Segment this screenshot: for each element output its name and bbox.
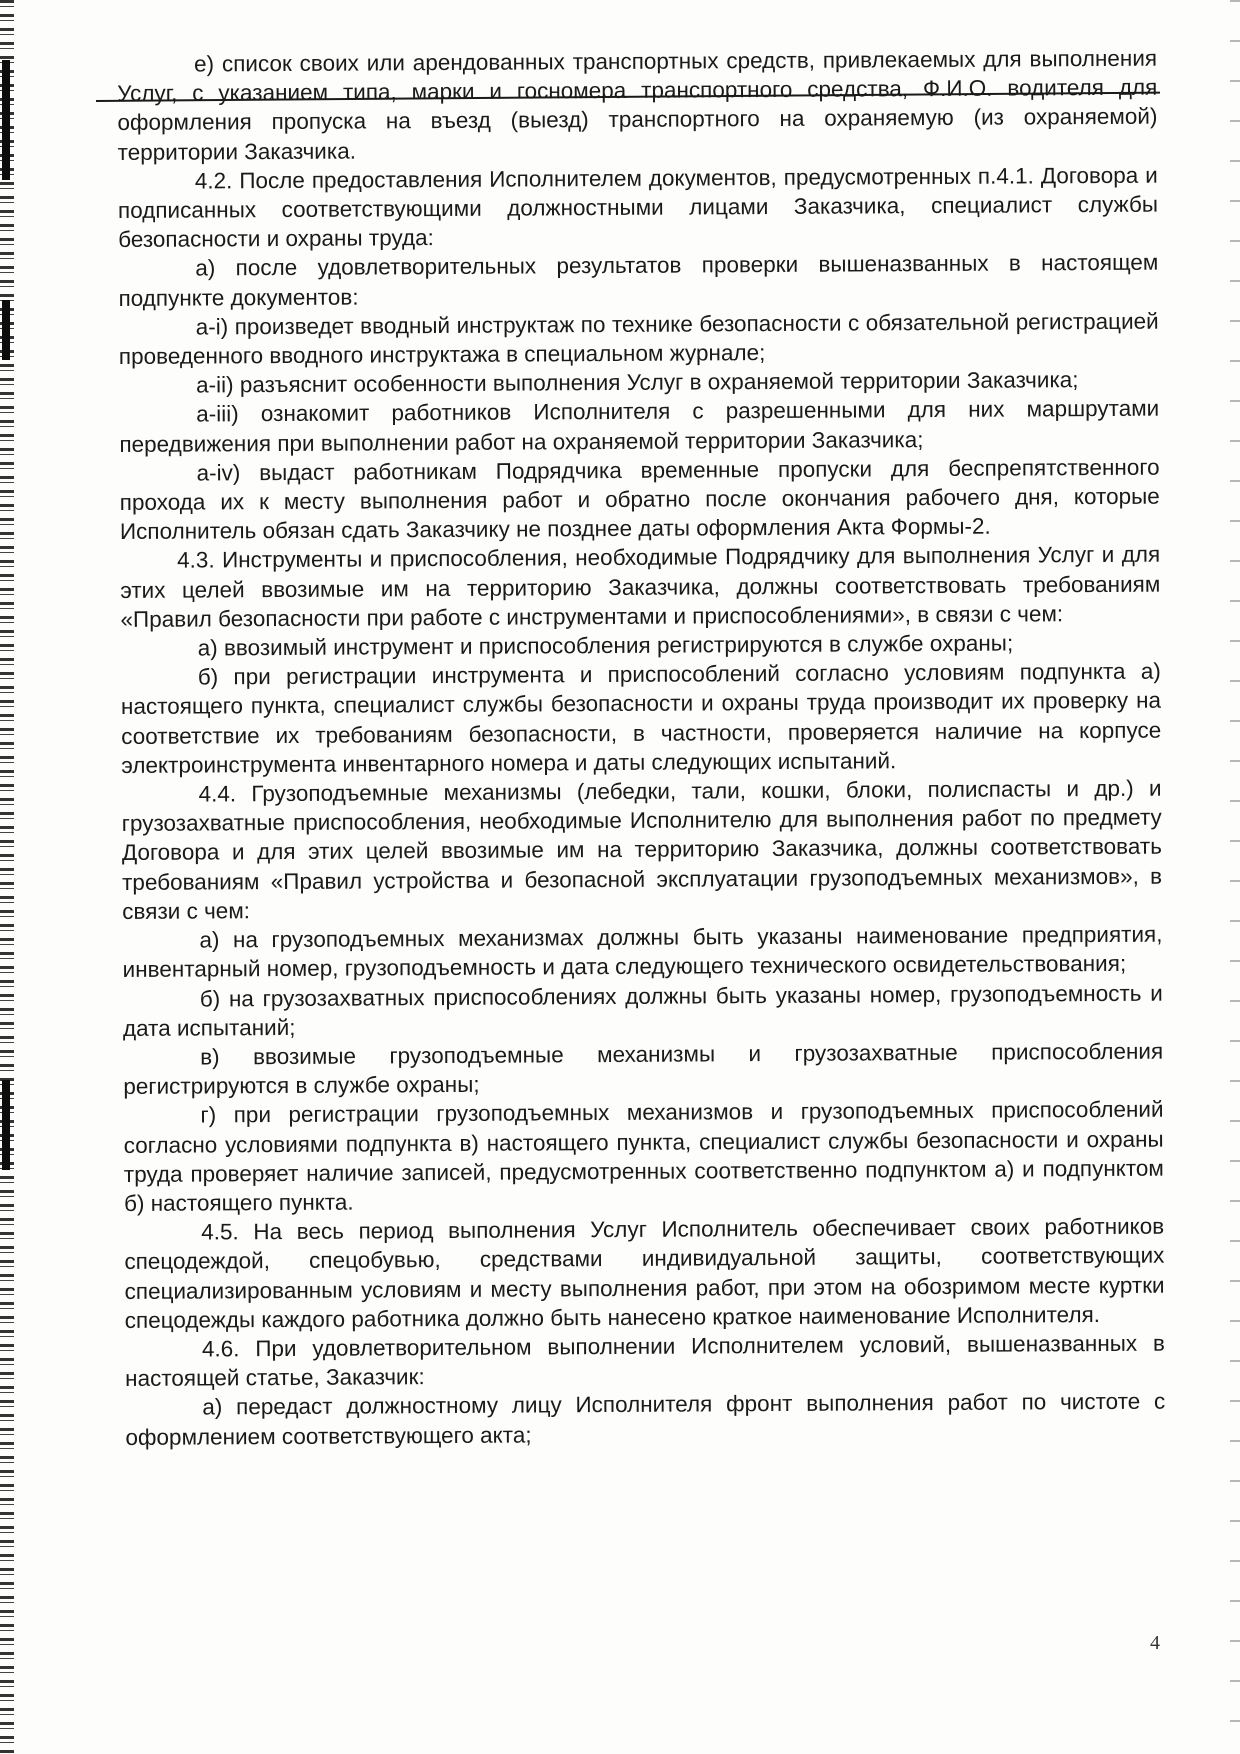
paragraph-4-2-a-iii: а-iii) ознакомит работников Исполнителя с разрешенными для них маршрутами передвижения при выполнении работ на охраняемой территории Заказчика;: [119, 396, 1160, 457]
paragraph-4-4-b: б) на грузозахватных приспособлениях должны быть указаны номер, грузоподъемность и дата испытаний;: [122, 980, 1163, 1041]
paragraph-4-3-b: б) при регистрации инструмента и приспособлений согласно условиям подпункта а) настоящего пункта, специалист службы безопасности и охраны труда производит их проверку на соответствие их требованиям безопасности, в частности, проверяется наличие на корпусе электроинструмента инвентарного номера и даты следующих испытаний.: [120, 658, 1162, 778]
paragraph-4-6-a: а) передаст должностному лицу Исполнителя фронт выполнения работ по чистоте с оформлением соответствующего акта;: [125, 1388, 1166, 1450]
document-body: [117, 44, 1166, 1452]
paragraph-4-5: 4.5. На весь период выполнения Услуг Исполнитель обеспечивает своих работников спецодеждой, спецобувью, средствами индивидуальной защиты, соответствующих специализированным условиям и месту выполнения работ, при этом на обозримом месте куртки спецодежды каждого работника должно быть нанесено краткое наименование Исполнителя.: [124, 1213, 1165, 1333]
scan-edge-left: [0, 0, 14, 1754]
scan-edge-right: [1230, 0, 1240, 1754]
scan-edge-band: [2, 60, 10, 180]
scan-edge-band: [2, 1080, 10, 1170]
paragraph-4-2-a-iv: а-iv) выдаст работникам Подрядчика временные пропуски для беспрепятственного прохода их к месту выполнения работ и обратно после окончания рабочего дня, которые Исполнитель обязан сдать Заказчику не позднее даты оформления Акта Формы-2.: [119, 454, 1160, 545]
paragraph-4-4-a: а) на грузоподъемных механизмах должны быть указаны наименование предприятия, инвентарный номер, грузоподъемность и дата следующего технического освидетельствования;: [122, 921, 1163, 983]
paragraph-4-4-g: г) при регистрации грузоподъемных механизмов и грузоподъемных приспособлений согласно условиями подпункта в) настоящего пункта, специалист службы безопасности и охраны труда проверяет наличие записей, предусмотренных соответственно подпунктом а) и подпунктом б) настоящего пункта.: [123, 1096, 1164, 1216]
paragraph-4-6: 4.6. При удовлетворительном выполнении Исполнителем условий, вышеназванных в настоящей статье, Заказчик:: [125, 1330, 1165, 1392]
paragraph-4-2-a: а) после удовлетворительных результатов проверки вышеназванных в настоящем подпункте документов:: [118, 250, 1159, 311]
paragraph-e: е) список своих или арендованных транспортных средств, привлекаемых для выполнения Услуг, с указанием типа, марки и госномера транспортного средства, Ф.И.О. водителя для оформления пропуска на въезд (выезд) транспортного на охраняемую (из охраняемой) территории Заказчика.: [117, 45, 1158, 165]
paragraph-4-2-a-ii: а-ii) разъяснит особенности выполнения Услуг в охраняемой территории Заказчика;: [195, 367, 1079, 398]
scan-edge-band: [2, 300, 10, 360]
paragraph-4-2-a-i: а-i) произведет вводный инструктаж по технике безопасности с обязательной регистрацией проведенного вводного инструктажа в специальном журнале;: [118, 308, 1159, 370]
paragraph-4-4: 4.4. Грузоподъемные механизмы (лебедки, тали, кошки, блоки, полиспасты и др.) и грузозахватные приспособления, необходимые Исполнителю для выполнения работ по предмету Договора и для этих целей ввозимые им на территорию Заказчика, должны соответствовать требованиям «Правил устройства и безопасной эксплуатации грузоподъемных механизмов», в связи с чем:: [121, 775, 1163, 924]
paragraph-4-3-a: а) ввозимый инструмент и приспособления регистрируются в службе охраны;: [197, 630, 1014, 661]
paragraph-4-2: 4.2. После предоставления Исполнителем документов, предусмотренных п.4.1. Договора и подписанных соответствующими должностными лицами Заказчика, специалист службы безопасности и охраны труда:: [117, 162, 1159, 253]
paragraph-4-4-v: в) ввозимые грузоподъемные механизмы и грузозахватные приспособления регистрируются в службе охраны;: [123, 1038, 1164, 1100]
page-number: 4: [1150, 1632, 1160, 1654]
paragraph-4-3: 4.3. Инструменты и приспособления, необходимые Подрядчику для выполнения Услуг и для этих целей ввозимые им на территорию Заказчика, должны соответствовать требованиям «Правил безопасности при работе с инструментами и приспособлениями», в связи с чем:: [120, 542, 1161, 632]
